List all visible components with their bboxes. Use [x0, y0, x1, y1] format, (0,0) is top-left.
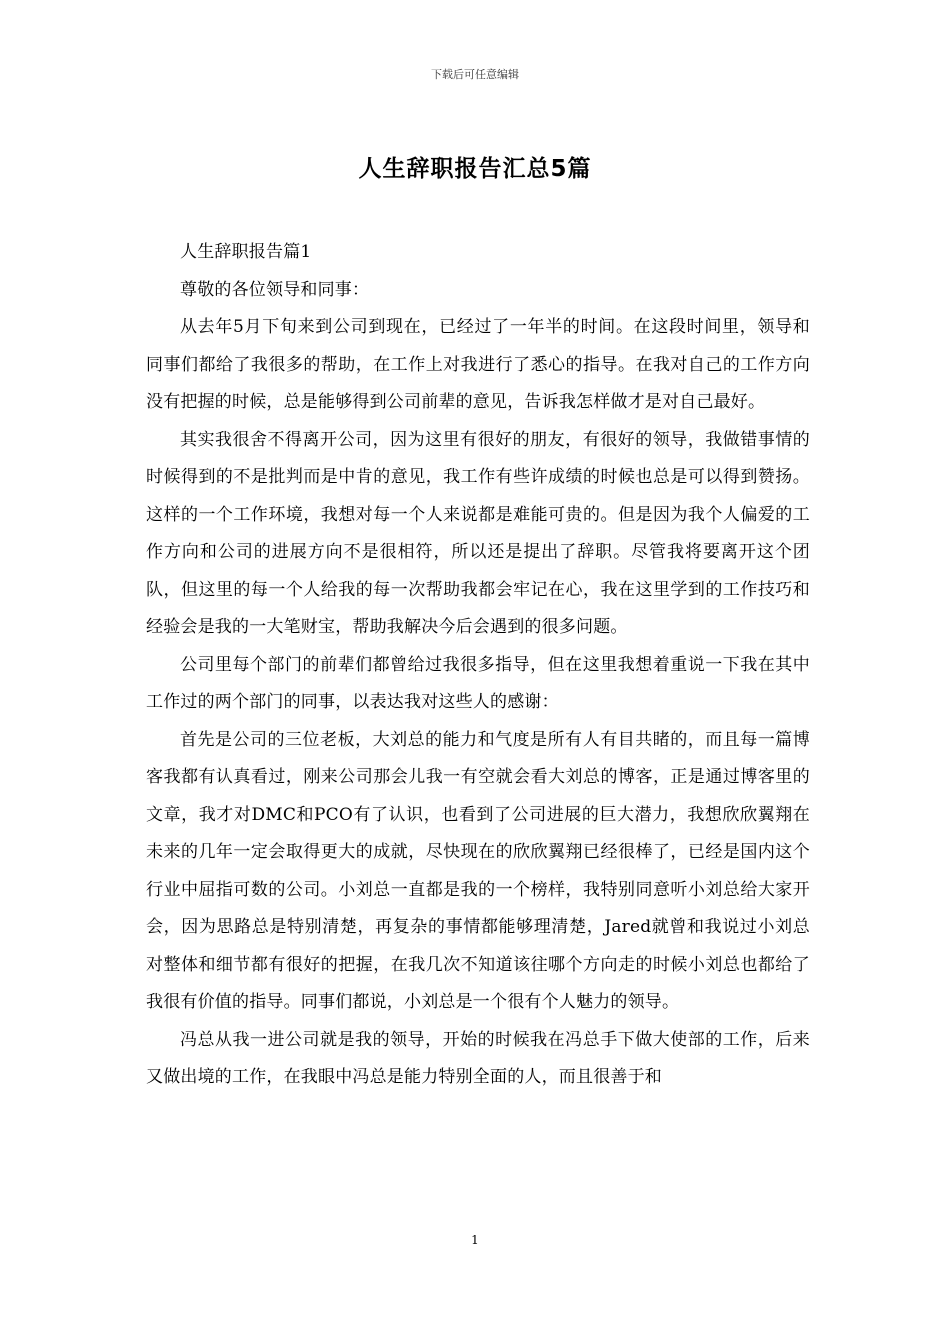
page-number: 1	[471, 1233, 479, 1247]
salutation: 尊敬的各位领导和同事：	[180, 279, 370, 300]
body-paragraph: 公司里每个部门的前辈们都曾给过我很多指导，但在这里我想着重说一下我在其中工作过的两个部门的同事，以表达我对这些人的感谢：	[146, 654, 810, 712]
body-paragraph: 从去年5月下旬来到公司到现在，已经过了一年半的时间。在这段时间里，领导和同事们都给了我很多的帮助，在工作上对我进行了悉心的指导。在我对自己的工作方向没有把握的时候，总是能够得到公司前辈的意见，告诉我怎样做才是对自己最好。	[146, 317, 810, 412]
document-title: 人生辞职报告汇总5篇	[358, 156, 592, 182]
body-paragraph: 冯总从我一进公司就是我的领导，开始的时候我在冯总手下做大使部的工作，后来又做出境的工作，在我眼中冯总是能力特别全面的人，而且很善于和	[146, 1029, 810, 1087]
body-paragraph: 其实我很舍不得离开公司，因为这里有很好的朋友，有很好的领导，我做错事情的时候得到的不是批判而是中肯的意见，我工作有些许成绩的时候也总是可以得到赞扬。这样的一个工作环境，我想对每一个人来说都是难能可贵的。但是因为我个人偏爱的工作方向和公司的进展方向不是很相符，所以还是提出了辞职。尽管我将要离开这个团队，但这里的每一个人给我的每一次帮助我都会牢记在心，我在这里学到的工作技巧和经验会是我的一大笔财宝，帮助我解决今后会遇到的很多问题。	[146, 429, 810, 637]
body-paragraph: 首先是公司的三位老板，大刘总的能力和气度是所有人有目共睹的，而且每一篇博客我都有认真看过，刚来公司那会儿我一有空就会看大刘总的博客，正是通过博客里的文章，我才对DMC和PCO有了认识，也看到了公司进展的巨大潜力，我想欣欣翼翔在未来的几年一定会取得更大的成就，尽快现在的欣欣翼翔已经很棒了，已经是国内这个行业中屈指可数的公司。小刘总一直都是我的一个榜样，我特别同意听小刘总给大家开会，因为思路总是特别清楚，再复杂的事情都能够理清楚，Jared就曾和我说过小刘总对整体和细节都有很好的把握，在我几次不知道该往哪个方向走的时候小刘总也都给了我很有价值的指导。同事们都说，小刘总是一个很有个人魅力的领导。	[146, 729, 810, 1012]
section-heading: 人生辞职报告篇1	[180, 242, 312, 262]
document-body	[146, 234, 810, 1097]
header-note: 下载后可任意编辑	[431, 68, 519, 81]
